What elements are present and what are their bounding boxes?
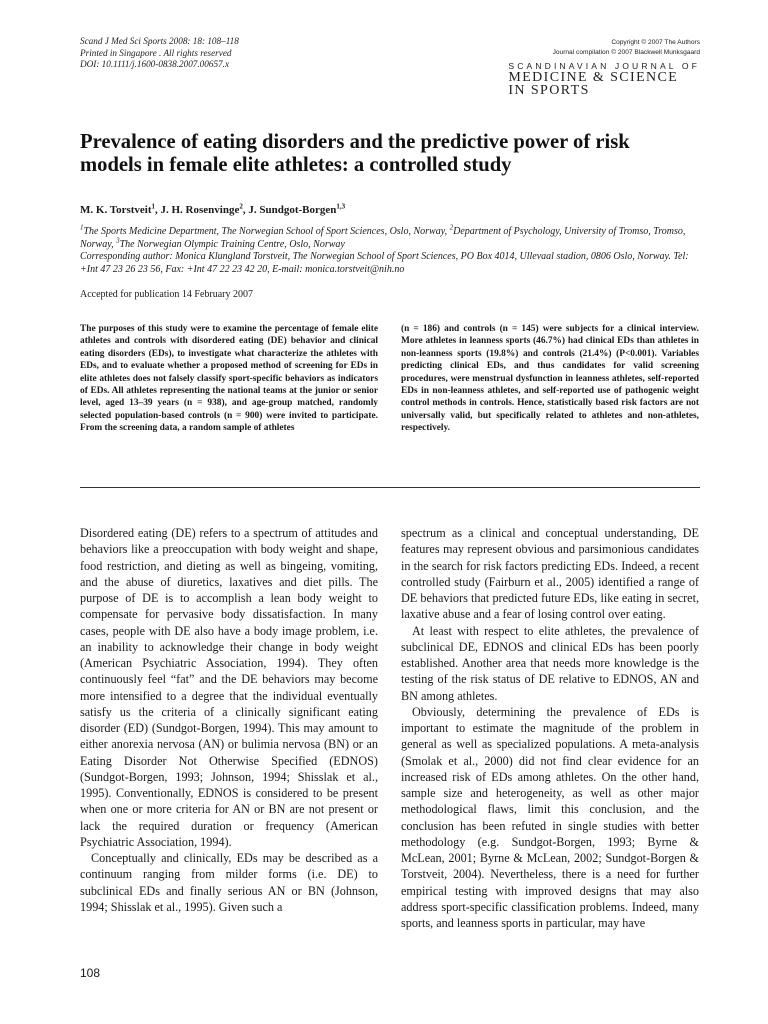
copyright-line: Copyright © 2007 The Authors [611, 39, 700, 46]
paragraph: spectrum as a clinical and conceptual understanding, DE features may represent obvious and parsimonious candidates in the search for risk factors predicting EDs. Indeed, a recent controlled study (Fairburn et al., 2005) identified a range of DE behaviors that predicted future EDs, like eating in secret, laxative abuse and a fear of losing control over eating. [401, 526, 699, 622]
author-superscript: 2 [239, 202, 243, 211]
abstract-left: The purposes of this study were to examine the percentage of female elite athletes and controls with disordered eating (DE) behavior and clinical eating disorders (EDs), to investigate what characterize the athletes with EDs, and to evaluate whether a proposed method of screening for EDs in elite athletes does not falsely classify sport-specific behaviors as indicators of EDs. All athletes representing the national teams at the junior or senior level, aged 13–39 years (n = 938), and age-group matched, randomly selected population-based controls (n = 900) were invited to participate. From the screening data, a random sample of athletes [80, 324, 378, 434]
affiliations [80, 223, 700, 276]
affiliation: The Norwegian Olympic Training Centre, Oslo, Norway [119, 238, 345, 250]
copyright-line: Journal compilation © 2007 Blackwell Munksgaard [552, 48, 700, 56]
accepted-date: Accepted for publication 14 February 2007 [80, 289, 254, 300]
journal-name-line: IN SPORTS [508, 83, 590, 98]
citation-line: Printed in Singapore . All rights reserved [80, 47, 232, 58]
affiliation-superscript: 2 [449, 223, 454, 232]
affiliation-superscript: 3 [116, 236, 120, 245]
journal-name-line: SCANDINAVIAN JOURNAL OF [508, 61, 700, 71]
journal-logo [508, 57, 700, 97]
page-number: 108 [80, 966, 101, 980]
journal-masthead [508, 38, 700, 99]
journal-name-line: MEDICINE & SCIENCE [508, 70, 679, 85]
body-column-left [80, 525, 378, 915]
author-list: M. K. Torstveit$^1$, J. H. Rosenvinge$^2$, J. Sundgot-Borgen$^{1,3}$ [80, 202, 346, 216]
body-column-right [401, 525, 699, 931]
paragraph: Conceptually and clinically, EDs may be described as a continuum ranging from milder forms (i.e. DE) to subclinical EDs and finally serious AN or BN (Johnson, 1994; Shisslak et al., 1995). Given such a [80, 851, 378, 914]
paragraph: Disordered eating (DE) refers to a spectrum of attitudes and behaviors like a preoccupation with body weight and shape, food restriction, and dieting as well as bingeing, vomiting, and the abuse of diuretics, laxatives and diet pills. The purpose of DE is to accomplish a lean body weight to compensate for pervasive body dissatisfaction. In many cases, people with DE also have a body image problem, i.e. an inability to acknowledge their change in body weight (American Psychiatric Association, 1994). They often continuously feel “fat” and the DE behaviors may become more intensified to a degree that the individual eventually satisfy us the criteria of a clinically significant eating disorder (ED) (Sundgot-Borgen, 1994). This may amount to either anorexia nervosa (AN) or bulimia nervosa (BN) or an Eating Disorder Not Otherwise Specified (EDNOS) (Sundgot-Borgen, 1993; Johnson, 1994; Shisslak et al., 1995). Conventionally, EDNOS is considered to be present when one or more criteria for AN or BN are not present or lack the required duration or frequency (American Psychiatric Association, 1994). [80, 526, 378, 849]
author-name: J. Sundgot-Borgen [248, 204, 337, 216]
paragraph: At least with respect to elite athletes, the prevalence of subclinical DE, EDNOS and clinical EDs has been poorly established. Another area that needs more knowledge is the testing of the risk status of DE relative to EDNOS, AN and BN among athletes. [401, 623, 699, 703]
affiliation: The Sports Medicine Department, The Norwegian School of Sport Sciences, Oslo, Norway, [83, 226, 450, 237]
article-title: Prevalence of eating disorders and the predictive power of risk models in female elite athletes: a controlled study [80, 131, 630, 176]
correspondence: Corresponding author: Monica Klungland Torstveit, The Norwegian School of Sport Sciences, PO Box 4014, Ullevaal stadion, 0806 Oslo, Norway. Tel: +Int 47 23 26 23 56, Fax: +Int 47 22 23 42 20, E-mail: monica.torstveit@nih.no [80, 251, 689, 275]
citation-block [80, 36, 239, 71]
affiliation: Department of Psychology, University of Tromso, Tromso, Norway, [80, 226, 686, 250]
citation-line: Scand J Med Sci Sports 2008: 18: 108–118 [80, 36, 239, 46]
paragraph: Obviously, determining the prevalence of EDs is important to estimate the magnitude of the problem in general as well as specialized populations. A meta-analysis (Smolak et al., 2000) did not find clear evidence for an increased risk of EDs among athletes. On the other hand, sample size and heterogeneity, as well as other major methodological flaws, limit this conclusion, and the conclusion has been refuted in single studies with better methodology (e.g. Sundgot-Borgen, 1993; Byrne & McLean, 2001; Byrne & McLean, 2002; Sundgot-Borgen & Torstveit, 2004). Nevertheless, there is a need for further empirical testing with improved designs that may also address sport-specific classification problems. Indeed, many sports, and leanness sports in particular, may have [401, 704, 699, 930]
affiliation-superscript: 1 [80, 223, 84, 232]
section-divider [80, 487, 700, 488]
author-superscript: 1 [151, 202, 155, 211]
author-name: M. K. Torstveit [80, 204, 152, 216]
author-superscript: 1,3 [336, 202, 346, 211]
doi-line: DOI: 10.1111/j.1600-0838.2007.00657.x [80, 59, 230, 69]
author-name: J. H. Rosenvinge [160, 204, 240, 216]
abstract-right: (n = 186) and controls (n = 145) were subjects for a clinical interview. More athletes in leanness sports (46.7%) had clinical EDs than athletes in non-leanness sports (19.8%) and controls (21.4%) (P<0.001). Variables predicting clinical EDs, and thus candidates for valid screening procedures, were menstrual dysfunction in leanness athletes, self-reported EDs in non-leanness athletes, and self-reported use of pathogenic weight control methods in controls. Hence, statistically based risk factors are not universally valid, but specifically related to athletes and non-athletes, respectively. [401, 324, 699, 434]
